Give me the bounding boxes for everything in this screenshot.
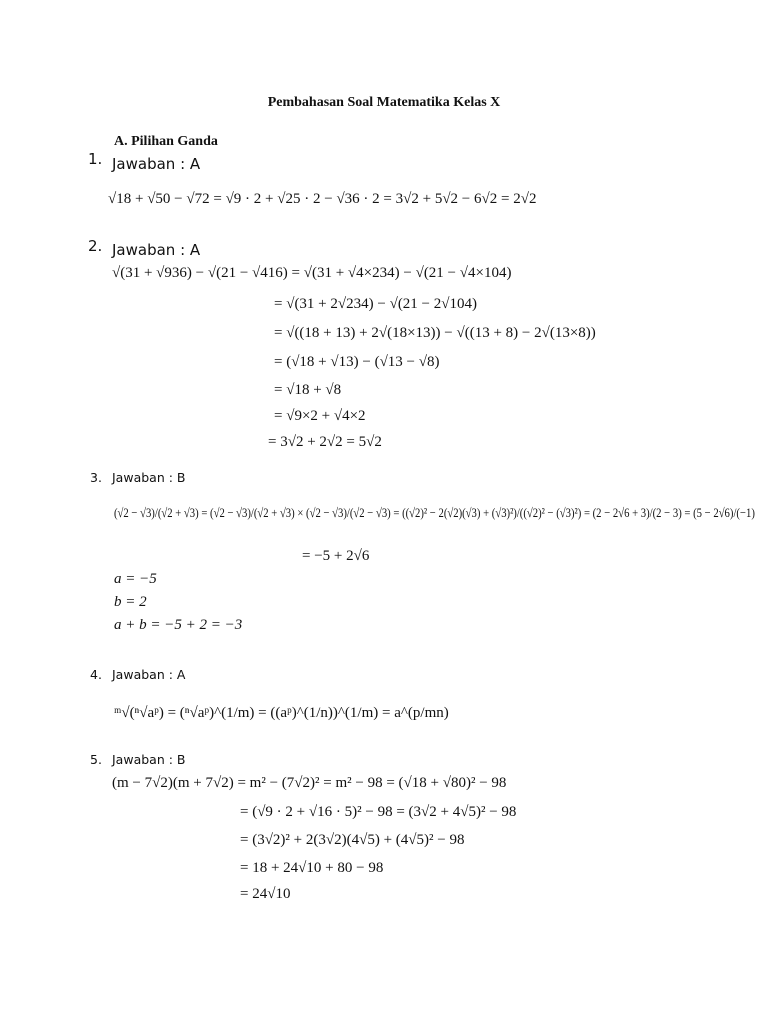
problem-number: 4. (90, 667, 102, 682)
answer-label: Jawaban : B (112, 470, 186, 485)
equation-line: = 18 + 24√10 + 80 − 98 (240, 860, 384, 876)
equation-line: a + b = −5 + 2 = −3 (114, 617, 243, 633)
equation-line: = −5 + 2√6 (302, 548, 370, 564)
page-title: Pembahasan Soal Matematika Kelas X (267, 95, 501, 110)
equation-line: √18 + √50 − √72 = √9 · 2 + √25 · 2 − √36 · 2 = 3√2 + 5√2 − 6√2 = 2√2 (108, 191, 537, 207)
equation-line: = (√9 · 2 + √16 · 5)² − 98 = (3√2 + 4√5)² − 98 (240, 804, 517, 820)
equation-line: a = −5 (114, 571, 157, 587)
problem-number: 2. (88, 237, 103, 255)
equation-line: = √((18 + 13) + 2√(18×13)) − √((13 + 8) − 2√(13×8)) (274, 325, 596, 341)
equation-line: = (3√2)² + 2(3√2)(4√5) + (4√5)² − 98 (240, 832, 465, 848)
equation-line: (√2 − √3)/(√2 + √3) = (√2 − √3)/(√2 + √3) × (√2 − √3)/(√2 − √3) = ((√2)² − 2(√2)(√3) + (√3)²)/((√2)² − (√3)²) = (2 − 2√6 + 3)/(2 − 3) = (5 − 2√6)/(−1) (114, 505, 755, 520)
equation-line: = √18 + √8 (274, 382, 342, 398)
equation-line: ᵐ√(ⁿ√aᵖ) = (ⁿ√aᵖ)^(1/m) = ((aᵖ)^(1/n))^(1/m) = a^(p/mn) (114, 705, 449, 721)
problem-number: 5. (90, 752, 102, 767)
problem-number: 3. (90, 470, 102, 485)
answer-label: Jawaban : A (112, 241, 201, 259)
answer-label: Jawaban : A (112, 667, 186, 682)
answer-label: Jawaban : A (112, 155, 201, 173)
equation-line: = √9×2 + √4×2 (274, 408, 366, 424)
answer-label: Jawaban : B (112, 752, 186, 767)
equation-line: (m − 7√2)(m + 7√2) = m² − (7√2)² = m² − 98 = (√18 + √80)² − 98 (112, 775, 507, 791)
equation-line: = (√18 + √13) − (√13 − √8) (274, 354, 440, 370)
equation-line: b = 2 (114, 594, 147, 610)
equation-line: = √(31 + 2√234) − √(21 − 2√104) (274, 296, 477, 312)
equation-line: = 24√10 (240, 886, 291, 902)
problem-number: 1. (88, 150, 103, 168)
section-heading: A. Pilihan Ganda (114, 134, 218, 149)
equation-line: √(31 + √936) − √(21 − √416) = √(31 + √4×234) − √(21 − √4×104) (112, 265, 512, 281)
equation-line: = 3√2 + 2√2 = 5√2 (268, 434, 382, 450)
